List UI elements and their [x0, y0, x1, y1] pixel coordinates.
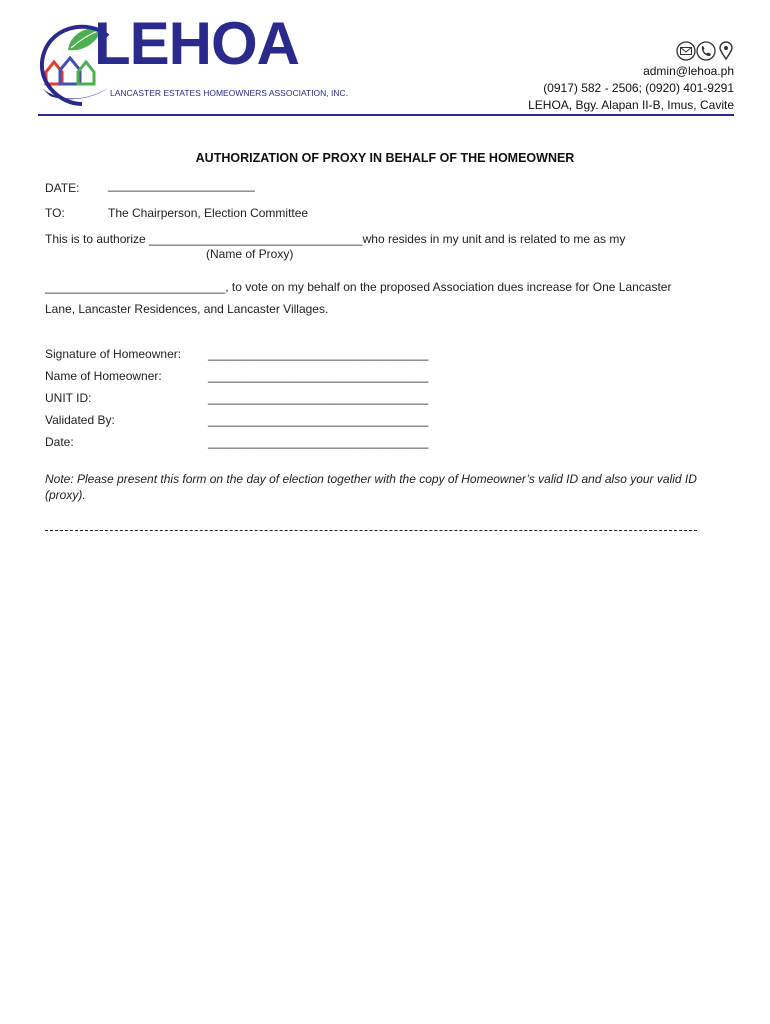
date-blank[interactable]: ______________________	[108, 178, 255, 192]
contact-address: LEHOA, Bgy. Alapan II-B, Imus, Cavite	[528, 98, 734, 112]
unit-id-field[interactable]: _________________________________	[208, 391, 429, 405]
field-label: Validated By:	[45, 413, 115, 427]
cut-line	[45, 530, 697, 531]
field-label: Date:	[45, 435, 74, 449]
to-value: The Chairperson, Election Committee	[108, 206, 309, 220]
location-icon	[720, 42, 732, 59]
relation-line-2: Lane, Lancaster Residences, and Lancaster Villages.	[45, 302, 329, 316]
brand-name: LEHOA	[94, 10, 299, 77]
name-of-proxy-caption: (Name of Proxy)	[206, 247, 294, 261]
date-field[interactable]: _________________________________	[208, 435, 429, 449]
validated-by-field[interactable]: _________________________________	[208, 413, 429, 427]
contact-phones: (0917) 582 - 2506; (0920) 401-9291	[543, 81, 734, 95]
field-label: Name of Homeowner:	[45, 369, 162, 383]
homeowner-name-field[interactable]: _________________________________	[208, 369, 429, 383]
header-divider	[38, 114, 734, 116]
to-label: TO:	[45, 206, 65, 220]
authorize-line[interactable]: This is to authorize ________________________________who resides in my unit and is related to me as my	[45, 232, 626, 246]
note-text: Note: Please present this form on the day of election together with the copy of Homeowner’s valid ID and also your valid ID (proxy).	[45, 472, 697, 502]
date-label: DATE:	[45, 181, 80, 195]
signature-field[interactable]: _________________________________	[208, 347, 429, 361]
form-title: AUTHORIZATION OF PROXY IN BEHALF OF THE HOMEOWNER	[195, 151, 575, 165]
field-label: UNIT ID:	[45, 391, 92, 405]
relation-line[interactable]: ___________________________, to vote on my behalf on the proposed Association dues increase for One Lancaster	[45, 280, 672, 294]
phone-icon	[697, 42, 715, 60]
contact-email: admin@lehoa.ph	[643, 64, 734, 78]
email-icon	[677, 42, 695, 60]
field-label: Signature of Homeowner:	[45, 347, 182, 361]
contact-icons	[675, 40, 735, 62]
brand-subtitle: LANCASTER ESTATES HOMEOWNERS ASSOCIATION, INC.	[110, 88, 349, 98]
